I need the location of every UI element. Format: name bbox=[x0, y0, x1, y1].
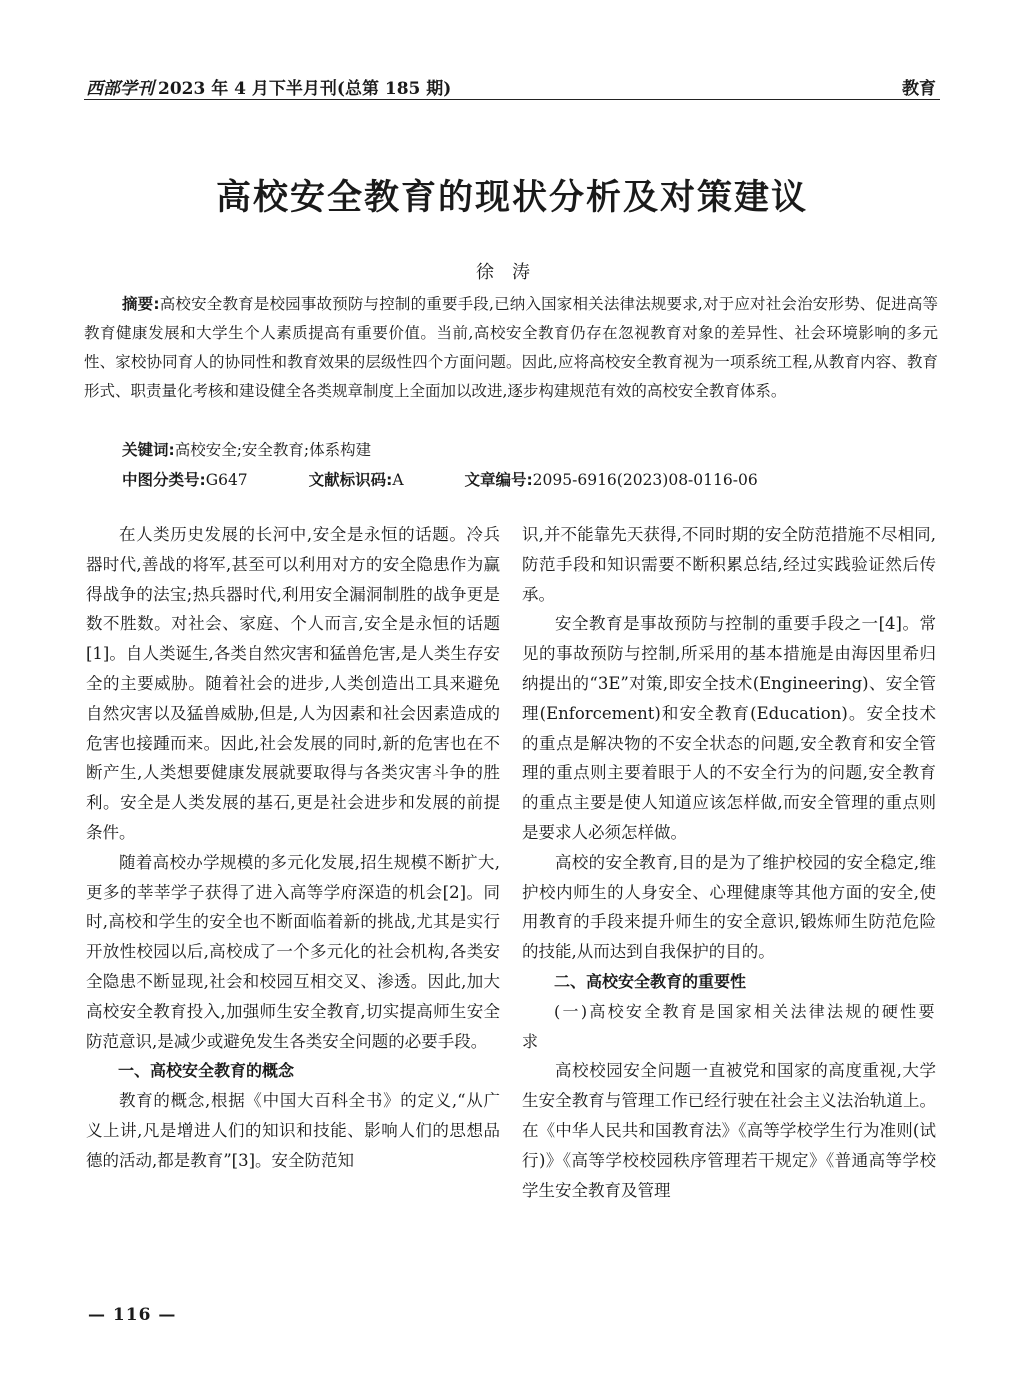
article-number bbox=[464, 471, 757, 489]
paragraph: 安全教育是事故预防与控制的重要手段之一[4]。常见的事故预防与控制,所采用的基本措施是由海因里希归纳提出的“3E”对策,即安全技术(Engineering)、安全管理(Enforcement)和安全教育(Education)。安全技术的重点是解决物的不安全状态的问题,安全教育和安全管理的重点则主要着眼于人的不安全行为的问题,安全教育的重点主要是使人知道应该怎样做,而安全管理的重点则是要求人必须怎样做。 bbox=[522, 614, 936, 842]
section-heading: 一、高校安全教育的概念 bbox=[118, 1061, 295, 1081]
running-header-journal bbox=[86, 74, 451, 99]
paragraph-continued: 识,并不能靠先天获得,不同时期的安全防范措施不尽相同,防范手段和知识需要不断积累总结,经过实践验证然后传承。 bbox=[522, 525, 936, 604]
paragraph: 高校校园安全问题一直被党和国家的高度重视,大学生安全教育与管理工作已经行驶在社会主义法治轨道上。在《中华人民共和国教育法》《高等学校学生行为准则(试行)》《高等学校校园秩序管理若干规定》《普通高等学校学生安全教育及管理 bbox=[522, 1061, 936, 1200]
paragraph: 在人类历史发展的长河中,安全是永恒的话题。冷兵器时代,善战的将军,甚至可以利用对方的安全隐患作为赢得战争的法宝;热兵器时代,利用安全漏洞制胜的战争更是数不胜数。对社会、家庭、个人而言,安全是永恒的话题[1]。自人类诞生,各类自然灾害和猛兽危害,是人类生存安全的主要威胁。随着社会的进步,人类创造出工具来避免自然灾害以及猛兽威胁,但是,人为因素和社会因素造成的危害也接踵而来。因此,社会发展的同时,新的危害也在不断产生,人类想要健康发展就要取得与各类灾害斗争的胜利。安全是人类发展的基石,更是社会进步和发展的前提条件。 bbox=[86, 525, 500, 842]
header-rule bbox=[84, 99, 940, 100]
section-heading: 二、高校安全教育的重要性 bbox=[554, 971, 747, 991]
author-name: 徐涛 bbox=[476, 262, 548, 283]
article-number-value: 2095-6916(2023)08-0116-06 bbox=[532, 471, 758, 489]
issue-info: 2023 年 4 月下半月刊(总第 185 期) bbox=[158, 79, 452, 99]
abstract-text: 高校安全教育是校园事故预防与控制的重要手段,已纳入国家相关法律法规要求,对于应对社会治安形势、促进高等教育健康发展和大学生个人素质提高有重要价值。当前,高校安全教育仍存在忽视教育对象的差异性、社会环境影响的多元性、家校协同育人的协同性和教育效果的层级性四个方面问题。因此,应将高校安全教育视为一项系统工程,从教育内容、教育形式、职责量化考核和建设健全各类规章制度上全面加以改进,逐步构建规范有效的高校安全教育体系。 bbox=[84, 295, 939, 400]
paragraph: 教育的概念,根据《中国大百科全书》的定义,“从广义上讲,凡是增进人们的知识和技能、影响人们的思想品德的活动,都是教育”[3]。安全防范知 bbox=[86, 1091, 500, 1170]
body-column-right bbox=[522, 520, 936, 1205]
paragraph: 随着高校办学规模的多元化发展,招生规模不断扩大,更多的莘莘学子获得了进入高等学府深造的机会[2]。同时,高校和学生的安全也不断面临着新的挑战,尤其是实行开放性校园以后,高校成了一个多元化的社会机构,各类安全隐患不断显现,社会和校园互相交叉、渗透。因此,加大高校安全教育投入,加强师生安全教育,切实提高师生安全防范意识,是减少或避免发生各类安全问题的必要手段。 bbox=[86, 852, 500, 1051]
subsection-heading: (一)高校安全教育是国家相关法律法规的硬性要求 bbox=[522, 1001, 936, 1051]
keywords-text: 高校安全;安全教育;体系构建 bbox=[174, 441, 372, 459]
page-number: — 116 — bbox=[88, 1305, 177, 1325]
doc-code-value: A bbox=[392, 471, 404, 489]
journal-brand-logotype: 西部学刊 bbox=[86, 79, 154, 99]
document-code bbox=[309, 471, 404, 489]
doc-code-label: 文献标识码: bbox=[308, 471, 393, 489]
abstract-label: 摘要: bbox=[122, 295, 160, 313]
paragraph: 高校的安全教育,目的是为了维护校园的安全稳定,维护校内师生的人身安全、心理健康等其他方面的安全,使用教育的手段来提升师生的安全意识,锻炼师生防范危险的技能,从而达到自我保护的目的。 bbox=[522, 852, 936, 962]
article-title: 高校安全教育的现状分析及对策建议 bbox=[215, 177, 808, 218]
keywords bbox=[122, 438, 371, 460]
abstract bbox=[84, 290, 938, 406]
clc-number bbox=[122, 471, 248, 489]
article-number-label: 文章编号: bbox=[464, 471, 533, 489]
body-column-left bbox=[86, 520, 500, 1176]
classification-line bbox=[122, 468, 938, 490]
keywords-label: 关键词: bbox=[122, 441, 175, 459]
clc-value: G647 bbox=[205, 471, 248, 489]
running-header-section: 教育 bbox=[902, 79, 936, 99]
clc-label: 中图分类号: bbox=[122, 471, 206, 489]
